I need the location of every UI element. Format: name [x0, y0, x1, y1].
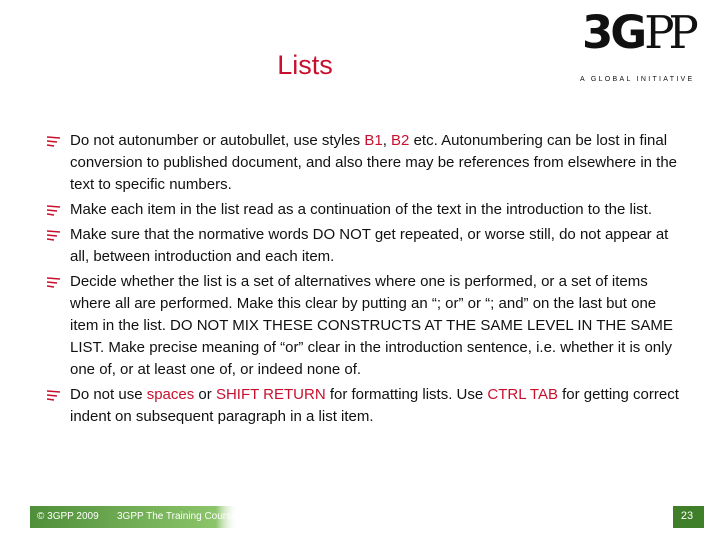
list-item-text — [70, 226, 668, 265]
bullet-list — [46, 130, 686, 431]
list-item — [46, 224, 686, 268]
list-item — [46, 271, 686, 381]
highlighted-term: spaces — [146, 386, 195, 403]
list-item-text — [70, 386, 679, 425]
text-run: Make sure that the normative words DO NOT get repeated, or worse still, do not appear at all, between introduction and each item. — [70, 226, 669, 265]
highlighted-term: CTRL TAB — [487, 386, 558, 403]
slide-title: Lists — [277, 50, 333, 80]
highlighted-term: B2 — [391, 132, 410, 149]
3gpp-logo — [580, 6, 705, 88]
logo-tagline: A GLOBAL INITIATIVE — [580, 76, 695, 83]
text-run: Make each item in the list read as a continuation of the text in the introduction to the list. — [70, 201, 652, 218]
highlighted-term: SHIFT RETURN — [215, 386, 326, 403]
list-item-text — [70, 132, 677, 193]
list-item — [46, 130, 686, 196]
list-item — [46, 384, 686, 428]
signal-bullet-icon — [46, 204, 64, 216]
text-run: , — [382, 132, 392, 149]
text-run: Do not autonumber or autobullet, use styles — [70, 132, 365, 149]
text-run: for formatting lists. Use — [325, 386, 488, 403]
text-run: for getting correct indent on subsequent paragraph in a list item. — [70, 386, 679, 425]
text-run: etc. Autonumbering can be lost in final conversion to published document, and also there may be references from elsewhere in the text to specific numbers. — [70, 132, 678, 193]
list-item — [46, 199, 686, 221]
text-run: or — [194, 386, 216, 403]
list-item-text — [70, 201, 652, 218]
signal-bullet-icon — [46, 135, 64, 147]
text-run: Decide whether the list is a set of alternatives where one is performed, or a set of items where all are performed. Make this clear by putting an “; or” or “; and” on the last but one item in the list. DO NOT MIX THESE CONSTRUCTS AT THE SAME LEVEL IN THE SAME LIST. Make precise meaning of “or” clear in the introduction sentence, i.e. whether it is only one of, or at least one of, or indeed none of. — [70, 273, 673, 378]
logo-mark: 3GPP — [582, 6, 693, 59]
signal-bullet-icon — [46, 276, 64, 288]
signal-bullet-icon — [46, 389, 64, 401]
signal-bullet-icon — [46, 229, 64, 241]
text-run: Do not use — [70, 386, 147, 403]
footer-copyright: © 3GPP 2009 — [37, 511, 99, 522]
page-number: 23 — [680, 510, 694, 522]
highlighted-term: B1 — [364, 132, 383, 149]
footer-course: 3GPP The Training Course / Module 11 — [117, 511, 291, 522]
list-item-text — [70, 273, 673, 378]
